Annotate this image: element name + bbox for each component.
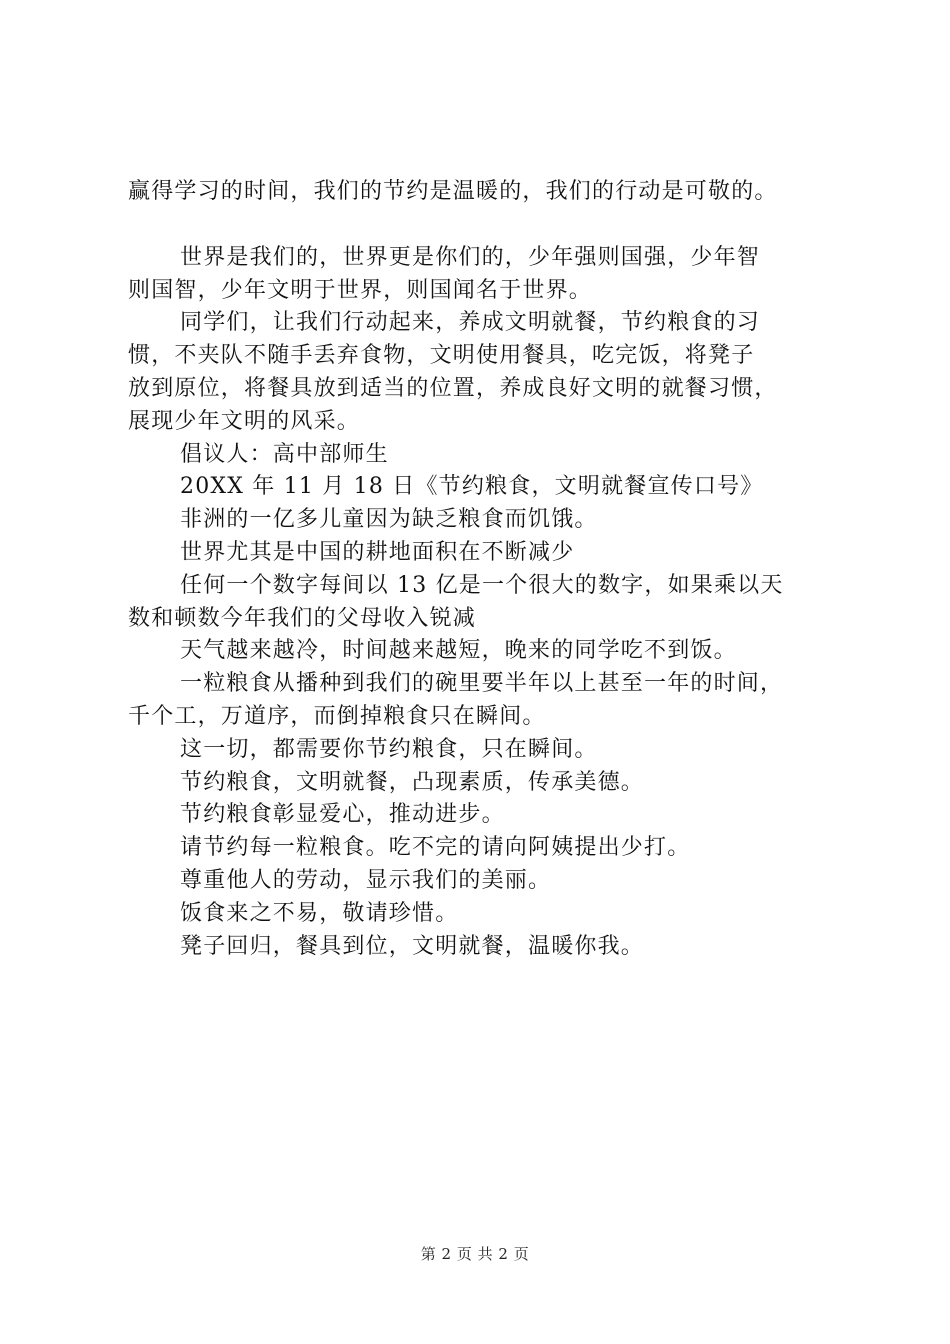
text-line: 20XX 年 11 月 18 日《节约粮食，文明就餐宣传口号》 [180,474,764,500]
text-line: 千个工，万道序，而倒掉粮食只在瞬间。 [128,703,546,729]
text-line: 任何一个数字每间以 13 亿是一个很大的数字，如果乘以天 [180,572,784,598]
text-line: 惯，不夹队不随手丢弃食物，文明使用餐具，吃完饭，将凳子 [128,343,755,369]
text-line: 饭食来之不易，敬请珍惜。 [180,900,459,926]
text-line: 一粒粮食从播种到我们的碗里要半年以上甚至一年的时间， [180,671,784,697]
document-body [128,176,834,963]
text-line: 倡议人：高中部师生 [180,441,389,467]
paragraph-gap [128,209,834,242]
text-line: 凳子回归，餐具到位，文明就餐，温暖你我。 [180,933,645,959]
text-line: 非洲的一亿多儿童因为缺乏粮食而饥饿。 [180,507,598,533]
text-line: 则国智，少年文明于世界，则国闻名于世界。 [128,277,593,303]
text-line: 世界是我们的，世界更是你们的，少年强则国强，少年智 [180,244,761,270]
text-line: 天气越来越冷，时间越来越短，晚来的同学吃不到饭。 [180,638,737,664]
text-line: 节约粮食，文明就餐，凸现素质，传承美德。 [180,769,645,795]
text-line: 这一切，都需要你节约粮食，只在瞬间。 [180,736,598,762]
text-line: 尊重他人的劳动，显示我们的美丽。 [180,867,552,893]
text-line: 同学们，让我们行动起来，养成文明就餐，节约粮食的习 [180,310,761,336]
page-number-footer: 第 2 页 共 2 页 [420,1245,530,1263]
text-line: 数和顿数今年我们的父母收入锐减 [128,605,477,631]
text-line: 展现少年文明的风采。 [128,408,361,434]
text-line: 放到原位，将餐具放到适当的位置，养成良好文明的就餐习惯， [128,375,778,401]
text-line: 赢得学习的时间，我们的节约是温暖的，我们的行动是可敬的。 [128,179,778,204]
text-line: 请节约每一粒粮食。吃不完的请向阿姨提出少打。 [180,835,691,861]
text-line: 节约粮食彰显爱心，推动进步。 [180,802,505,828]
text-line: 世界尤其是中国的耕地面积在不断减少 [180,539,575,565]
